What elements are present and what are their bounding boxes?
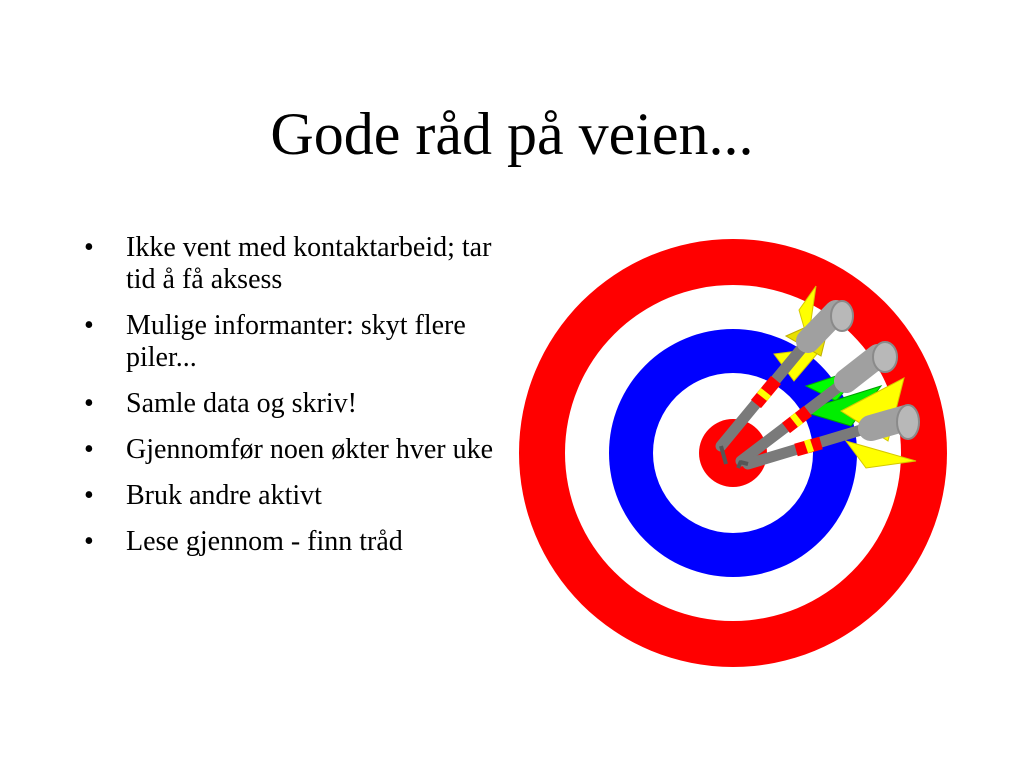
bullet-item [84,526,494,558]
bullet-text: Bruk andre aktivt [126,480,322,511]
bullet-text: Mulige informanter: skyt flere piler... [126,310,466,373]
bullet-text: Gjennomfør noen økter hver uke [126,434,493,465]
bullet-text: Ikke vent med kontaktarbeid; tar tid å få aksess [126,232,492,295]
bullet-dot: • [84,434,94,465]
bullet-item [84,434,494,466]
bullet-text: Lese gjennom - finn tråd [126,526,403,557]
bullet-dot: • [84,388,94,419]
bullet-list [84,232,494,572]
bullet-dot: • [84,526,94,557]
bullet-dot: • [84,480,94,511]
bullet-item [84,310,494,374]
bullet-text: Samle data og skriv! [126,388,357,419]
dartboard-image [516,236,956,676]
bullet-item [84,480,494,512]
bullet-item [84,388,494,420]
bullet-dot: • [84,310,94,341]
slide-title: Gode råd på veien... [270,101,754,167]
bullet-item [84,232,494,296]
bullet-dot: • [84,232,94,263]
